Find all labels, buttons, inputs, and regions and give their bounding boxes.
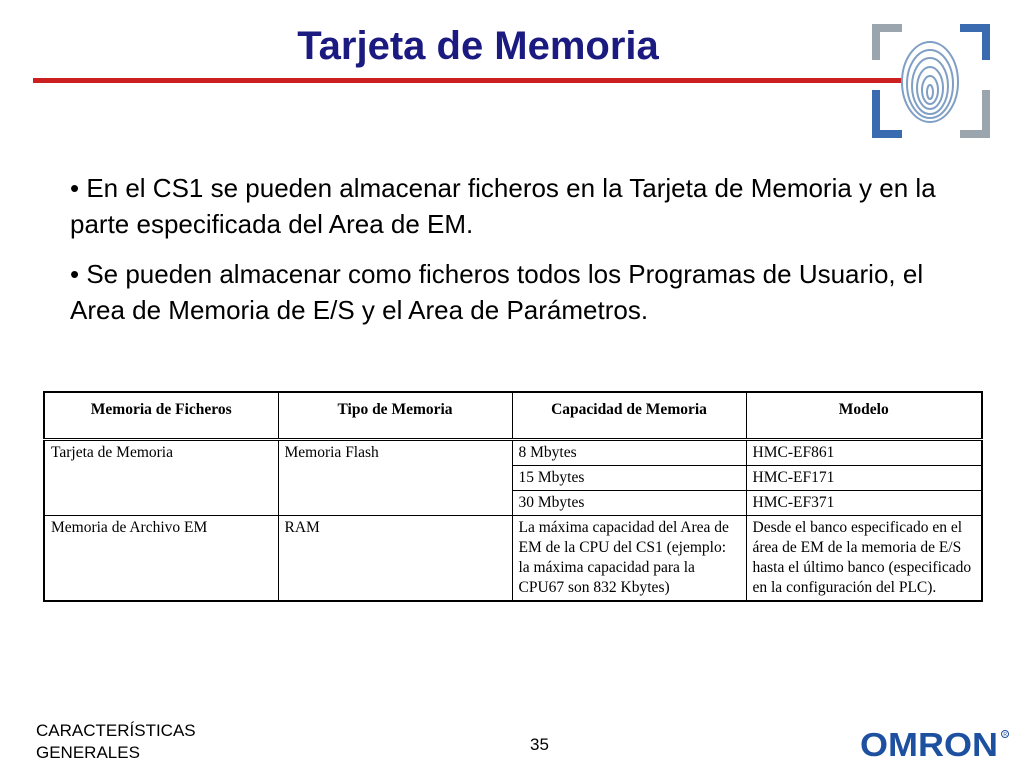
column-header: Capacidad de Memoria (512, 392, 746, 440)
svg-text:R: R (1003, 732, 1008, 738)
table-cell: Desde el banco especificado en el área de EM de la memoria de E/S hasta el último banco (especificado en la configuración del PLC). (746, 516, 982, 602)
page-number: 35 (530, 735, 549, 754)
footer-section-label (36, 720, 196, 764)
table-cell: RAM (278, 516, 512, 602)
table-cell: Memoria Flash (278, 440, 512, 516)
table-cell: HMC-EF861 (746, 440, 982, 466)
table-cell: HMC-EF371 (746, 491, 982, 516)
table-cell: 30 Mbytes (512, 491, 746, 516)
table-row (44, 440, 982, 466)
table-cell: HMC-EF171 (746, 466, 982, 491)
column-header: Memoria de Ficheros (44, 392, 278, 440)
slide-title: Tarjeta de Memoria (297, 24, 659, 68)
column-header: Modelo (746, 392, 982, 440)
table-row (44, 516, 982, 602)
footer-section-line: CARACTERÍSTICAS (36, 721, 196, 740)
bullet-item: • Se pueden almacenar como ficheros todos los Programas de Usuario, el Area de Memoria de E/S y el Area de Parámetros. (70, 259, 924, 325)
footer-section-line: GENERALES (36, 743, 140, 762)
column-header: Tipo de Memoria (278, 392, 512, 440)
table-cell: Memoria de Archivo EM (44, 516, 278, 602)
bullet-list (70, 170, 970, 342)
omron-wordmark: OMRON (860, 728, 998, 760)
bullet-item: • En el CS1 se pueden almacenar ficheros en la Tarjeta de Memoria y en la parte especificada del Area de EM. (70, 173, 936, 239)
fingerprint-icon (868, 20, 994, 142)
memory-files-table (43, 391, 983, 602)
table-header-row (44, 392, 982, 440)
table-cell: 15 Mbytes (512, 466, 746, 491)
omron-logo (860, 728, 1010, 760)
title-underline (33, 78, 903, 83)
table-cell: 8 Mbytes (512, 440, 746, 466)
table-cell: Tarjeta de Memoria (44, 440, 278, 516)
table-cell: La máxima capacidad del Area de EM de la CPU del CS1 (ejemplo: la máxima capacidad para la CPU67 son 832 Kbytes) (512, 516, 746, 602)
